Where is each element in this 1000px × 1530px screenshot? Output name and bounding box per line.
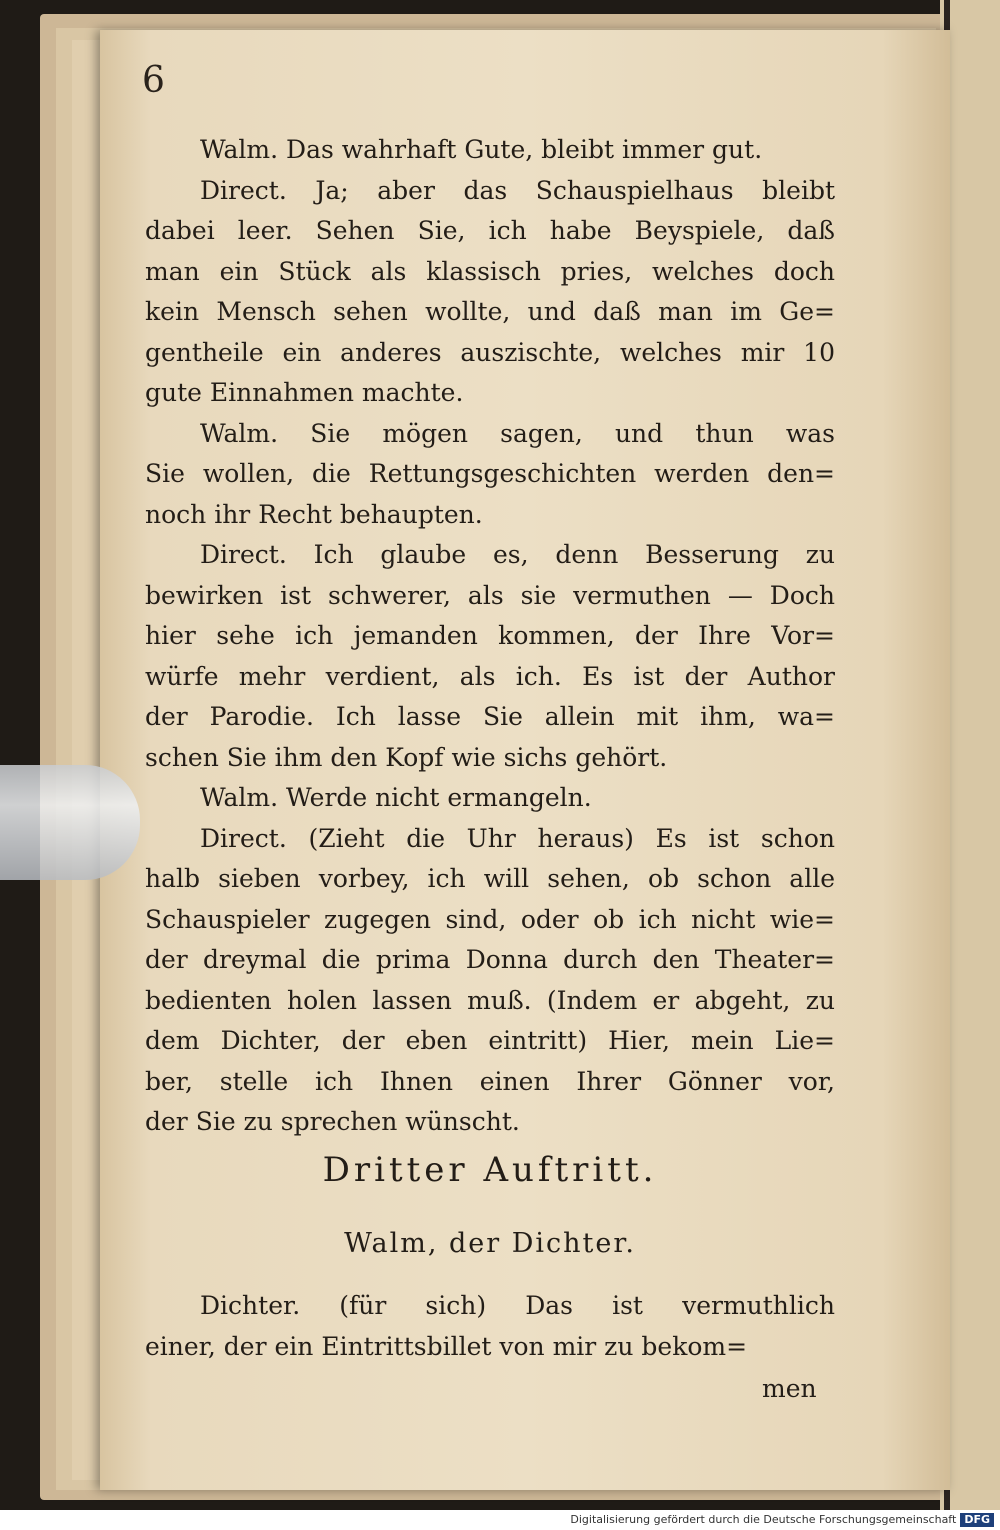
text-line: der Sie zu sprechen wünscht. bbox=[145, 1107, 520, 1136]
page-holder-clip bbox=[0, 765, 140, 880]
text-line: bewirken ist schwerer, als sie vermuthen — Doch bbox=[145, 580, 835, 610]
funding-note: Digitalisierung gefördert durch die Deutsche Forschungsgemeinschaft bbox=[570, 1513, 957, 1526]
text-line: hier sehe ich jemanden kommen, der Ihre Vor= bbox=[145, 621, 835, 650]
footer bbox=[0, 1510, 1000, 1530]
text-line: gentheile ein anderes auszischte, welches mir 10 bbox=[145, 337, 835, 367]
text-line: schen Sie ihm den Kopf wie sichs gehört. bbox=[145, 742, 668, 772]
text-line: der dreymal die prima Donna durch den Theater= bbox=[145, 945, 835, 974]
text-line: Walm. Sie mögen sagen, und thun was bbox=[200, 418, 835, 448]
text-line: Direct. Ich glaube es, denn Besserung zu bbox=[200, 540, 835, 569]
text-line: gute Einnahmen machte. bbox=[145, 378, 464, 407]
scene-heading: Dritter Auftritt. bbox=[322, 1150, 658, 1190]
text-line: halb sieben vorbey, ich will sehen, ob schon alle bbox=[145, 864, 835, 893]
text-line: würfe mehr verdient, als ich. Es ist der Author bbox=[145, 661, 835, 691]
body-text bbox=[145, 130, 835, 1143]
text-line: der Parodie. Ich lasse Sie allein mit ihm, wa= bbox=[145, 702, 835, 731]
text-line: noch ihr Recht behaupten. bbox=[145, 499, 483, 529]
text-line: kein Mensch sehen wollte, und daß man im Ge= bbox=[145, 297, 835, 326]
text-line: Walm. Werde nicht ermangeln. bbox=[200, 783, 592, 812]
text-line: dabei leer. Sehen Sie, ich habe Beyspiele, daß bbox=[145, 216, 835, 245]
text-line: Walm. Das wahrhaft Gute, bleibt immer gut. bbox=[200, 135, 763, 164]
text-line: Direct. Ja; aber das Schauspielhaus bleibt bbox=[200, 175, 835, 205]
text-line: dem Dichter, der eben eintritt) Hier, mein Lie= bbox=[145, 1026, 835, 1055]
text-line: bedienten holen lassen muß. (Indem er abgeht, zu bbox=[145, 985, 835, 1015]
dfg-logo: DFG bbox=[960, 1513, 994, 1527]
scene-persons: Walm, der Dichter. bbox=[344, 1228, 636, 1259]
text-line: Sie wollen, die Rettungsgeschichten werden den= bbox=[145, 459, 835, 488]
text-line: Schauspieler zugegen sind, oder ob ich nicht wie= bbox=[145, 904, 835, 934]
final-paragraph bbox=[145, 1286, 835, 1367]
text-line: Direct. (Zieht die Uhr heraus) Es ist schon bbox=[200, 823, 835, 853]
text-line: man ein Stück als klassisch pries, welches doch bbox=[145, 256, 835, 286]
text-line: ber, stelle ich Ihnen einen Ihrer Gönner vor, bbox=[145, 1066, 835, 1096]
text-line: Dichter. (für sich) Das ist vermuthlich bbox=[200, 1291, 835, 1320]
page-number: 6 bbox=[142, 60, 165, 101]
text-line: einer, der ein Eintrittsbillet von mir zu bekom= bbox=[145, 1331, 748, 1361]
catchword: men bbox=[762, 1374, 817, 1403]
